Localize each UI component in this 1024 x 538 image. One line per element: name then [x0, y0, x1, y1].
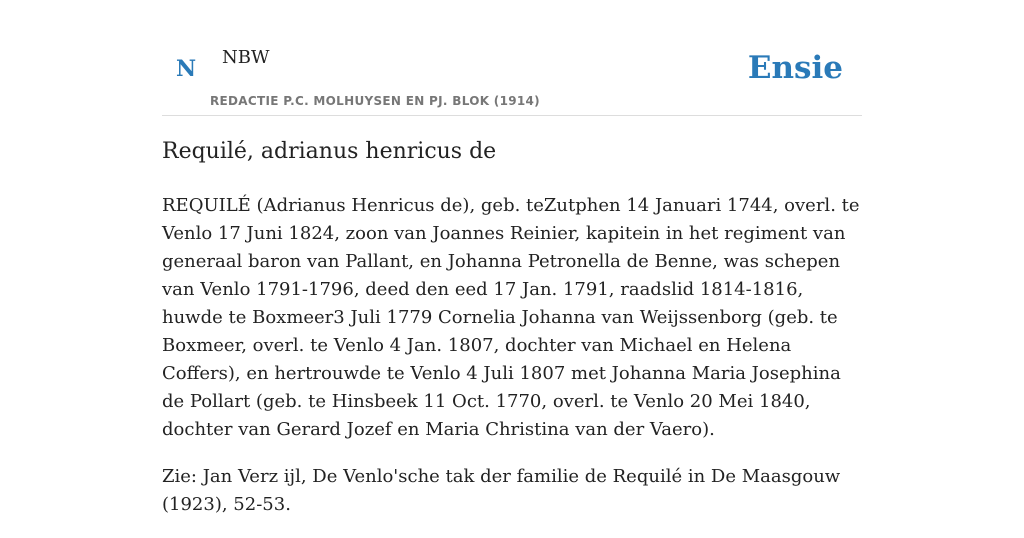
source-editors: REDACTIE P.C. MOLHUYSEN EN PJ. BLOK (1914) — [210, 94, 540, 108]
source-logo[interactable]: N — [176, 56, 197, 82]
entry-body — [162, 192, 862, 538]
entry-paragraph-main: REQUILÉ (Adrianus Henricus de), geb. teZutphen 14 Januari 1744, overl. te Venlo 17 Juni 1824, zoon van Joannes Reinier, kapitein in het regiment van generaal baron van Pallant, en Johanna Petronella de Benne, was schepen van Venlo 1791-1796, deed den eed 17 Jan. 1791, raadslid 1814-1816, huwde te Boxmeer3 Juli 1779 Cornelia Johanna van Weijssenborg (geb. te Boxmeer, overl. te Venlo 4 Jan. 1807, dochter van Michael en Helena Coffers), en hertrouwde te Venlo 4 Juli 1807 met Johanna Maria Josephina de Pollart (geb. te Hinsbeek 11 Oct. 1770, overl. te Venlo 20 Mei 1840, dochter van Gerard Jozef en Maria Christina van der Vaero). — [162, 195, 860, 440]
brand-logo[interactable]: Ensie — [747, 50, 843, 86]
entry-title: Requilé, adrianus henricus de — [162, 139, 497, 164]
entry-paragraph-reference: Zie: Jan Verz ijl, De Venlo'sche tak der familie de Requilé in De Maasgouw (1923), 52-53. — [162, 466, 841, 515]
source-title[interactable]: NBW — [222, 47, 270, 68]
header — [162, 0, 862, 116]
page-container — [162, 0, 862, 515]
